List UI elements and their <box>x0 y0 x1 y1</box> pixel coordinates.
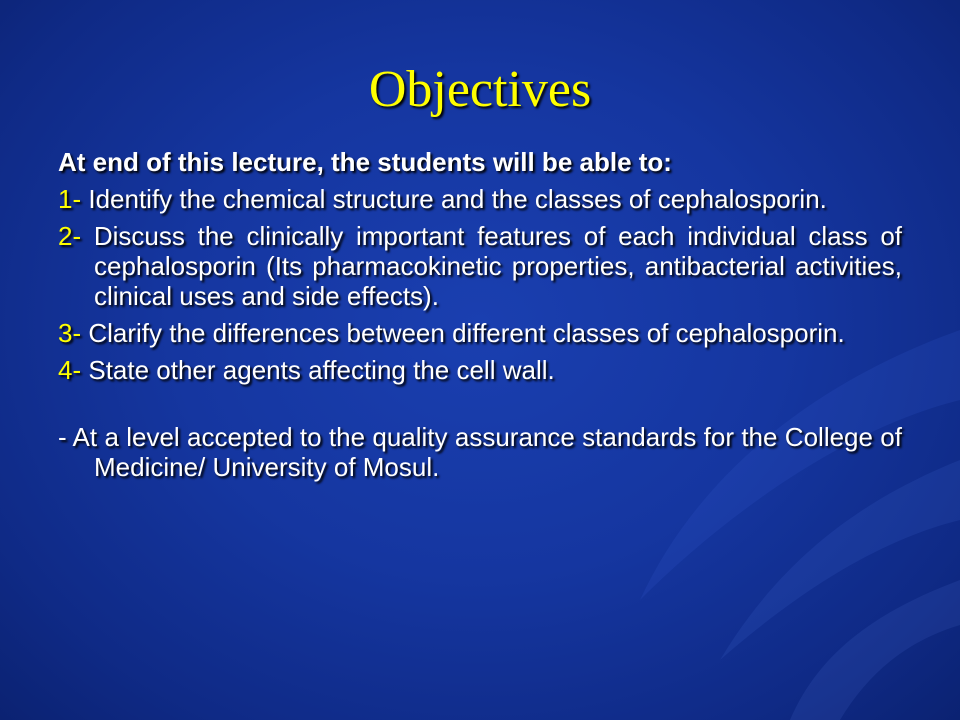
objective-text: Identify the chemical structure and the classes of cephalosporin. <box>88 184 827 214</box>
intro-text: At end of this lecture, the students will be able to: <box>58 147 672 177</box>
objective-4 <box>58 355 902 385</box>
objective-number: 1- <box>58 184 82 214</box>
slide-content <box>58 147 902 482</box>
objective-number: 3- <box>58 318 82 348</box>
objective-3 <box>58 318 902 348</box>
objective-text: State other agents affecting the cell wall. <box>88 355 555 385</box>
quality-note: - At a level accepted to the quality assurance standards for the College of Medicine/ University of Mosul. <box>58 422 902 482</box>
objective-text: Clarify the differences between different classes of cephalosporin. <box>88 318 845 348</box>
objective-2 <box>58 221 902 311</box>
objective-text: Discuss the clinically important features of each individual class of cephalosporin (Its pharmacokinetic properties, antibacterial activities, clinical uses and side effects). <box>93 221 903 311</box>
objective-number: 2- <box>58 221 82 251</box>
slide-title: Objectives <box>368 61 592 118</box>
objective-number: 4- <box>58 355 82 385</box>
objective-1 <box>58 184 902 214</box>
